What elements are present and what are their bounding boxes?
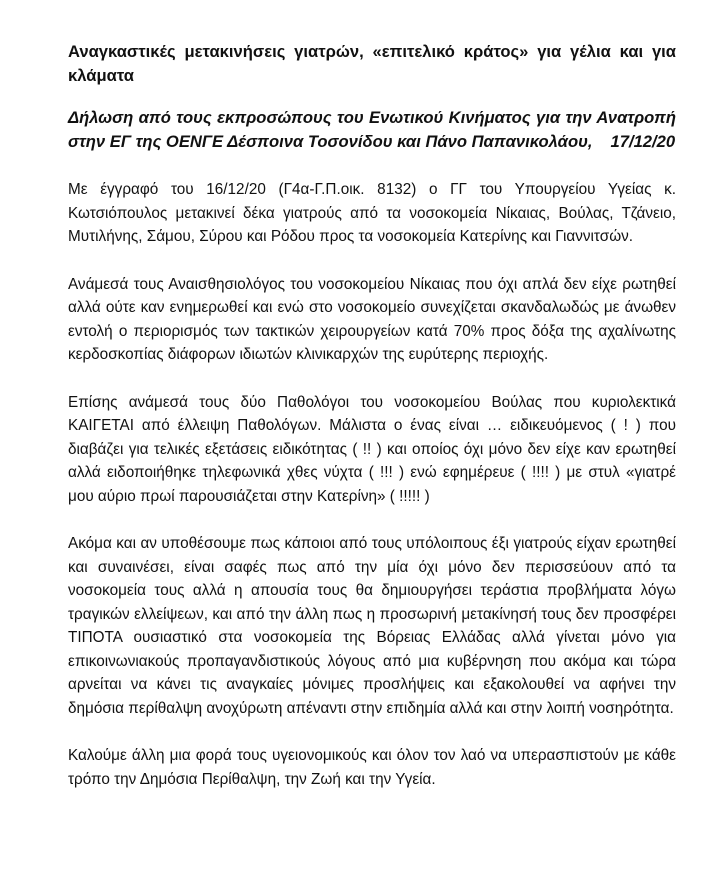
subtitle-date: 17/12/20	[610, 132, 676, 151]
paragraph-5: Καλούμε άλλη μια φορά τους υγειονομικούς και όλον τον λαό να υπερασπιστούν με κάθε τρόπο την Δημόσια Περίθαλψη, την Ζωή και την Υγεία.	[68, 747, 676, 788]
subtitle-text: Δήλωση από τους εκπροσώπους του Ενωτικού Κινήματος για την Ανατροπή στην ΕΓ της ΟΕΝΓΕ Δέσποινα Τοσονίδου και Πάνο Παπανικολάου,	[68, 108, 676, 151]
paragraph-3: Επίσης ανάμεσά τους δύο Παθολόγοι του νοσοκομείου Βούλας που κυριολεκτικά ΚΑΙΓΕΤΑΙ από έλλειψη Παθολόγων. Μάλιστα ο ένας είναι … ειδικευόμενος ( ! ) που διαβάζει για τελικές εξετάσεις ειδικότητας ( !! ) και οποίος όχι μόνο δεν είχε καν ερωτηθεί αλλά ειδοποιήθηκε τηλεφωνικά χθες νύχτα ( !!! ) ενώ εφημέρευε ( !!!! ) με στυλ «γιατρέ μου αύριο πρωί παρουσιάζεται στην Κατερίνη» ( !!!!! )	[68, 393, 676, 505]
paragraph-1: Με έγγραφό του 16/12/20 (Γ4α-Γ.Π.οικ. 8132) ο ΓΓ του Υπουργείου Υγείας κ. Κωτσιόπουλος μετακινεί δέκα γιατρούς από τα νοσοκομεία Νίκαιας, Βούλας, Τζάνειο, Μυτιλήνης, Σάμου, Σύρου και Ρόδου προς τα νοσοκομεία Κατερίνης και Γιαννιτσών.	[68, 181, 676, 245]
paragraph-4: Ακόμα και αν υποθέσουμε πως κάποιοι από τους υπόλοιπους έξι γιατρούς είχαν ερωτηθεί και συναινέσει, είναι σαφές πως από την μία όχι μόνο δεν περισσεύουν από τα νοσοκομεία τους αλλά η απουσία τους θα δημιουργήσει τεράστια προβλήματα λόγω τραγικών ελλείψεων, και από την άλλη πως η προσωρινή μετακίνησή τους δεν προσφέρει ΤΙΠΟΤΑ ουσιαστικό στα νοσοκομεία της Βόρειας Ελλάδας αλλά γίνεται μόνο για επικοινωνιακούς προπαγανδιστικούς λόγους από μια κυβέρνηση που ακόμα και τώρα αρνείται να κάνει τις αναγκαίες μόνιμες προσλήψεις και εξακολουθεί να αφήνει την δημόσια περίθαλψη ανοχύρωτη απέναντι στην επιδημία αλλά και στην λοιπή νοσηρότητα.	[68, 535, 676, 717]
document-title: Αναγκαστικές μετακινήσεις γιατρών, «επιτελικό κράτος» για γέλια και για κλάματα	[68, 42, 676, 85]
document-subtitle	[68, 106, 676, 154]
paragraph-2: Ανάμεσά τους Αναισθησιολόγος του νοσοκομείου Νίκαιας που όχι απλά δεν είχε ρωτηθεί αλλά ούτε καν ενημερωθεί και ενώ στο νοσοκομείο συνεχίζεται σκανδαλωδώς με άνωθεν εντολή ο περιορισμός των τακτικών χειρουργείων κατά 70% προς δόξα της αχαλίνωτης κερδοσκοπίας διάφορων ιδιωτών κλινικαρχών της ευρύτερης περιοχής.	[68, 275, 676, 363]
document-page	[68, 40, 676, 791]
